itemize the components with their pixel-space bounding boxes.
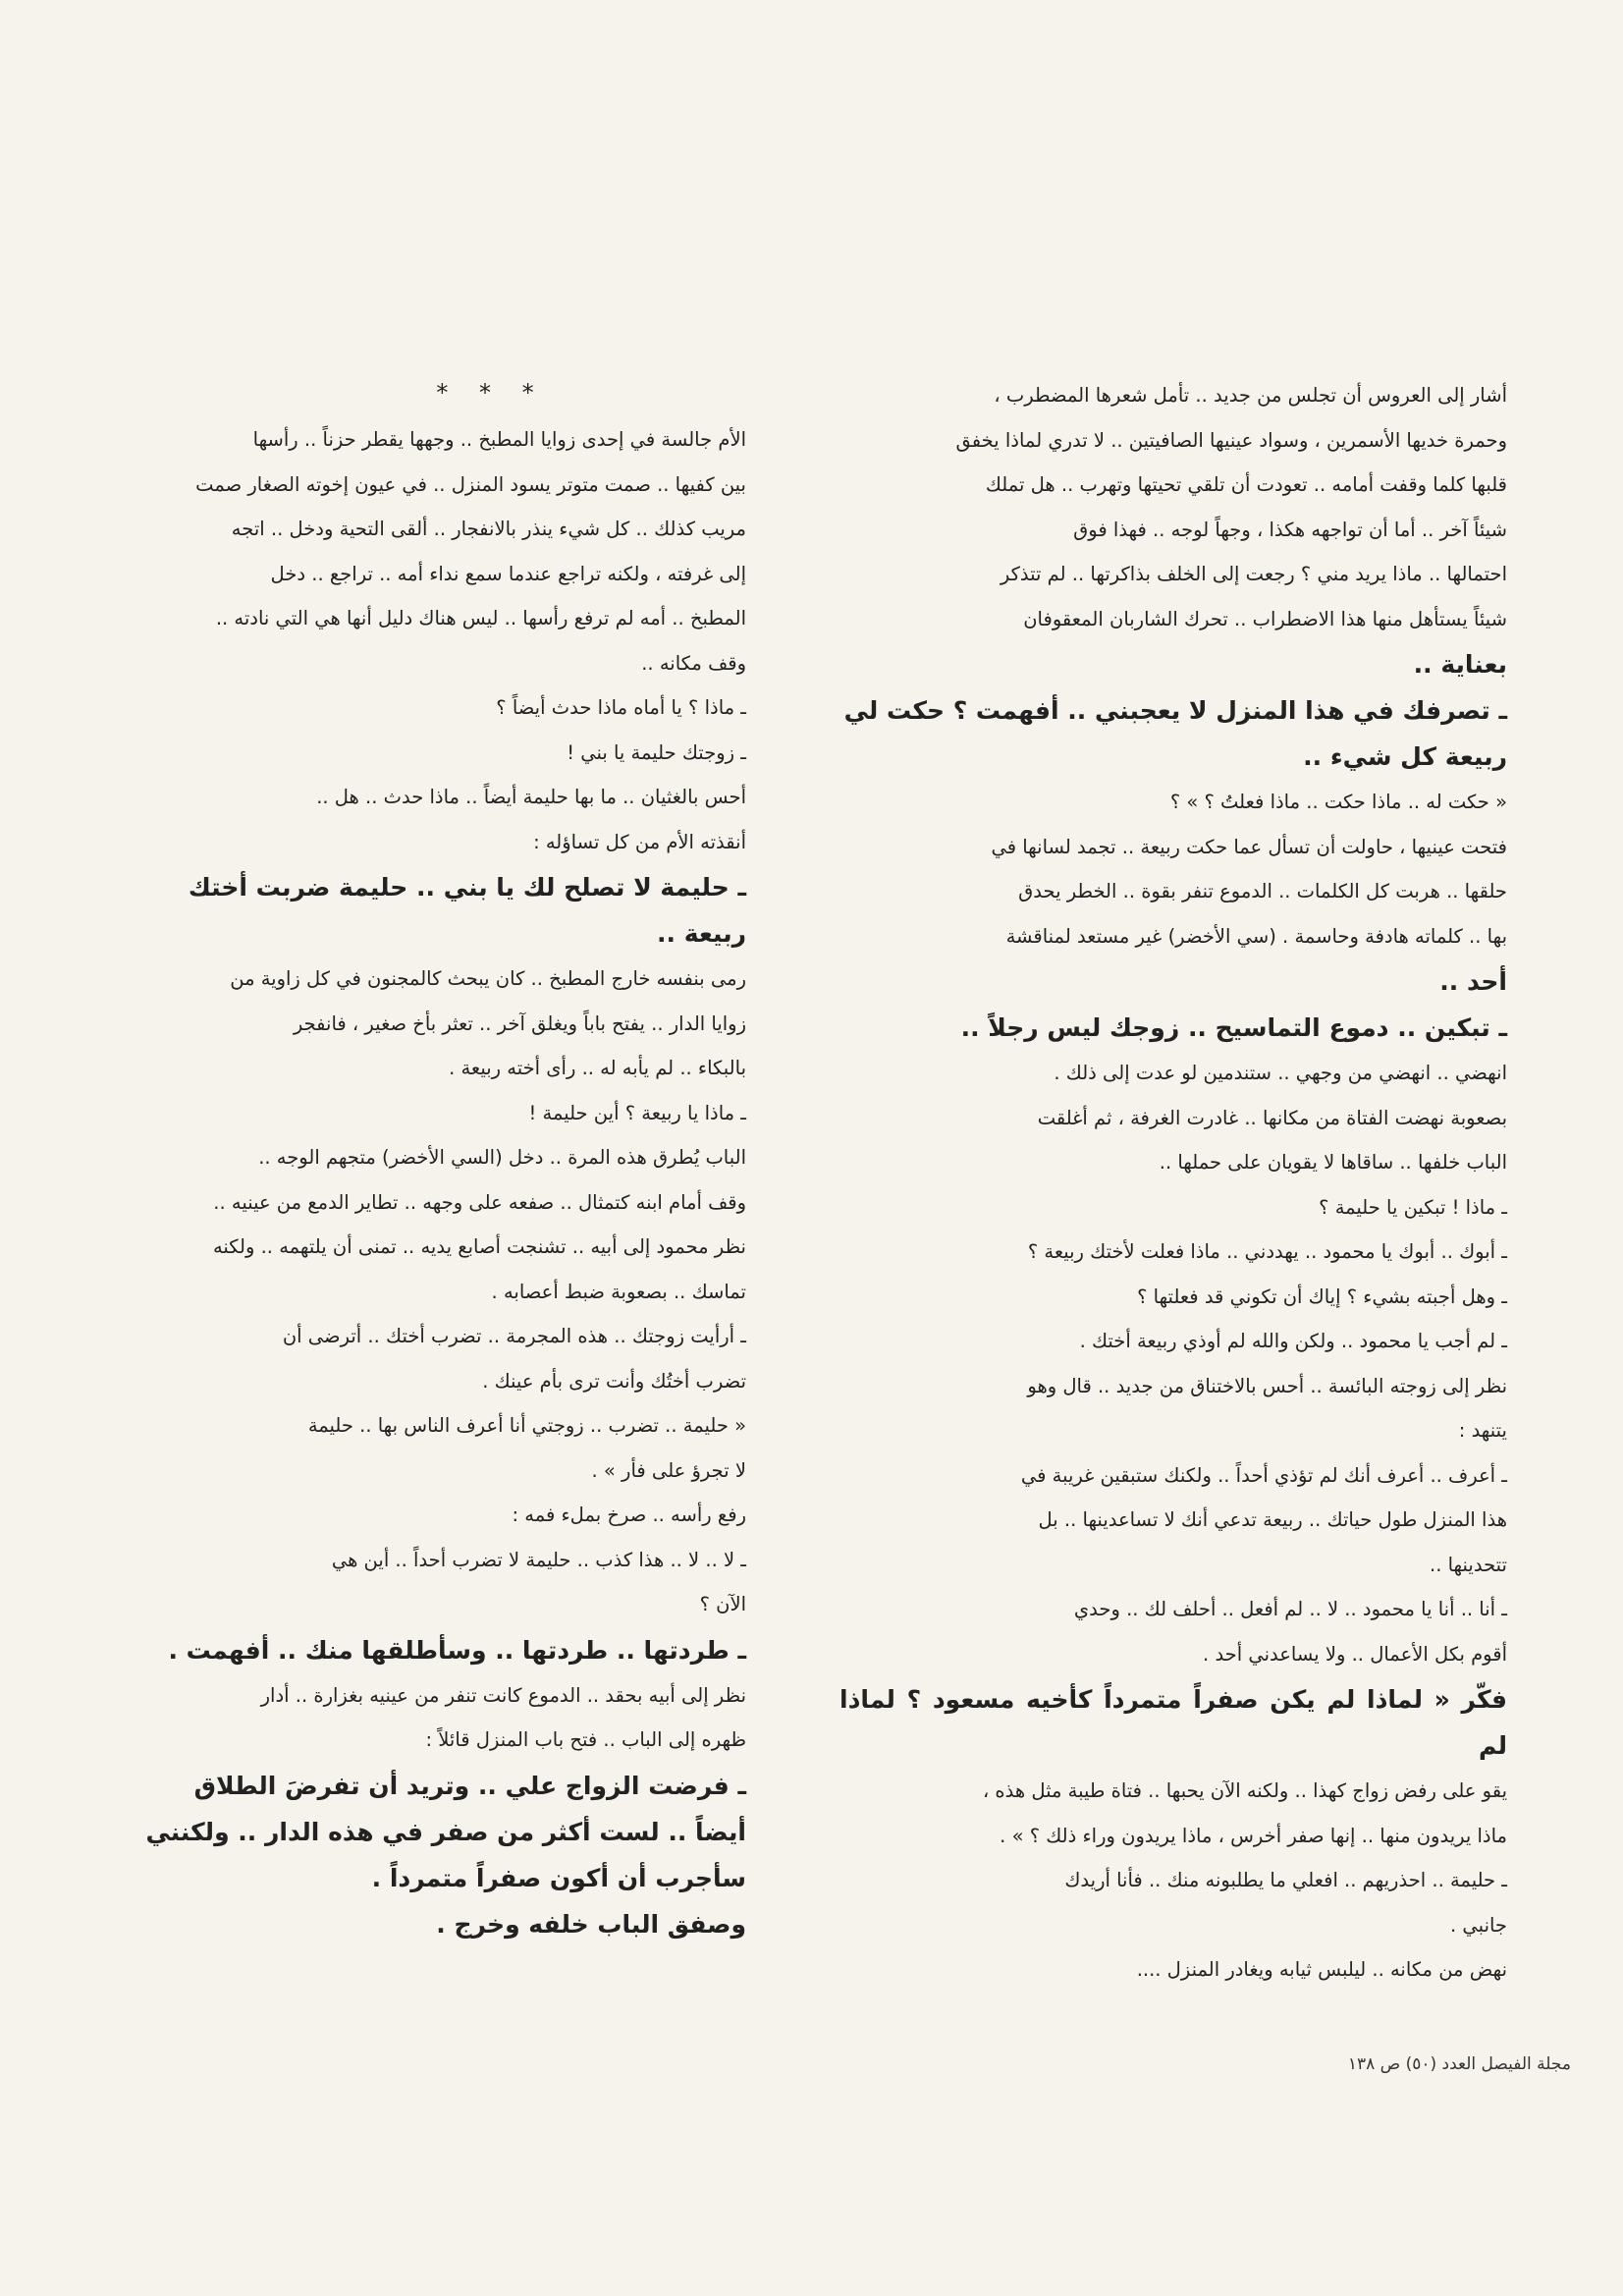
text-line: مريب كذلك .. كل شيء ينذر بالانفجار .. ألقى التحية ودخل .. اتجه: [231, 518, 746, 540]
text-line: وقف مكانه ..: [641, 651, 746, 675]
text-line: تضرب أختُك وأنت ترى بأم عينك .: [482, 1369, 746, 1393]
text-line: رفع رأسه .. صرخ بملء فمه :: [512, 1503, 746, 1526]
text-line: ـ تصرفك في هذا المنزل لا يعجبني .. أفهمت ؟ حكت لي: [843, 696, 1507, 725]
text-line: ـ ماذا يا ربيعة ؟ أين حليمة !: [528, 1101, 746, 1124]
text-line: ـ أعرف .. أعرف أنك لم تؤذي أحداً .. ولكنك ستبقين غريبة في: [1020, 1463, 1507, 1487]
text-line: ـ حليمة لا تصلح لك يا بني .. حليمة ضربت أختك: [188, 873, 746, 902]
text-line: أحد ..: [1439, 967, 1507, 996]
text-line: ـ زوجتك حليمة يا بني !: [567, 740, 746, 764]
text-line: بعناية ..: [1413, 650, 1507, 679]
text-line: أنقذته الأم من كل تساؤله :: [533, 830, 746, 853]
text-line: احتمالها .. ماذا يريد مني ؟ رجعت إلى الخلف بذاكرتها .. لم تتذكر: [1000, 563, 1507, 585]
text-line: ـ ماذا ؟ يا أماه ماذا حدث أيضاً ؟: [496, 696, 746, 719]
text-line: الباب يُطرق هذه المرة .. دخل (السي الأخضر) متجهم الوجه ..: [258, 1146, 746, 1169]
text-line: قلبها كلما وقفت أمامه .. تعودت أن تلقي تحيتها وتهرب .. هل تملك: [985, 473, 1507, 496]
text-line: نهض من مكانه .. ليلبس ثيابه ويغادر المنزل ....: [1136, 1958, 1507, 1981]
text-line: زوايا الدار .. يفتح باباً ويغلق آخر .. تعثر بأخ صغير ، فانفجر: [293, 1011, 746, 1035]
text-line: يتنهد :: [1458, 1419, 1507, 1442]
text-line: بالبكاء .. لم يأبه له .. رأى أخته ربيعة .: [449, 1057, 746, 1079]
text-line: تماسك .. بصعوبة ضبط أعصابه .: [491, 1280, 746, 1303]
text-line: ـ وهل أجبته بشيء ؟ إياك أن تكوني قد فعلتها ؟: [1137, 1285, 1507, 1308]
text-line: « حكت له .. ماذا حكت .. ماذا فعلتُ ؟ » ؟: [1169, 791, 1507, 813]
left-column: [79, 368, 746, 1947]
text-line: نظر إلى أبيه بحقد .. الدموع كانت تنفر من عينيه بغزارة .. أدار: [260, 1683, 746, 1707]
text-line: ـ حليمة .. احذريهم .. افعلي ما يطلبونه منك .. فأنا أريدك: [1064, 1869, 1507, 1891]
section-separator-stars: * * *: [436, 379, 546, 407]
text-line: يقو على رفض زواج كهذا .. ولكنه الآن يحبها .. فتاة طيبة مثل هذه ،: [982, 1779, 1507, 1802]
right-column: [839, 373, 1507, 1993]
text-line: شيئاً يستأهل منها هذا الاضطراب .. تحرك الشاربان المعقوفان: [1023, 607, 1507, 630]
text-line: أحس بالغثيان .. ما بها حليمة أيضاً .. ماذا حدث .. هل ..: [316, 786, 746, 808]
text-line: تتحدينها ..: [1430, 1553, 1507, 1576]
page-footer: مجلة الفيصل العدد (٥٠) ص ١٣٨: [1347, 2054, 1571, 2074]
text-line: أيضاً .. لست أكثر من صفر في هذه الدار .. ولكنني: [145, 1817, 746, 1846]
text-line: ـ لم أجب يا محمود .. ولكن والله لم أوذي ربيعة أختك .: [1079, 1330, 1507, 1352]
text-line: ربيعة كل شيء ..: [1303, 742, 1507, 771]
left-column-body: [79, 417, 746, 1947]
text-line: ماذا يريدون منها .. إنها صفر أخرس ، ماذا يريدون وراء ذلك ؟ » .: [1000, 1824, 1507, 1847]
text-line: بصعوبة نهضت الفتاة من مكانها .. غادرت الغرفة ، ثم أغلقت: [1037, 1106, 1507, 1129]
text-line: ـ أنا .. أنا يا محمود .. لا .. لم أفعل .. أحلف لك .. وحدي: [1073, 1598, 1507, 1620]
text-line: شيئاً آخر .. أما أن تواجهه هكذا ، وجهاً لوجه .. فهذا فوق: [1073, 518, 1507, 541]
text-line: ـ أبوك .. أبوك يا محمود .. يهددني .. ماذا فعلت لأختك ربيعة ؟: [1027, 1240, 1507, 1263]
text-line: بها .. كلماته هادفة وحاسمة . (سي الأخضر) غير مستعد لمناقشة: [1005, 924, 1507, 948]
text-line: انهضي .. انهضي من وجهي .. ستندمين لو عدت إلى ذلك .: [1054, 1062, 1507, 1084]
text-line: وحمرة خديها الأسمرين ، وسواد عينيها الصافيتين .. لا تدري لماذا يخفق: [955, 428, 1507, 452]
text-line: وصفق الباب خلفه وخرج .: [436, 1909, 746, 1939]
text-line: ـ ماذا ! تبكين يا حليمة ؟: [1319, 1195, 1507, 1219]
text-line: حلقها .. هربت كل الكلمات .. الدموع تنفر بقوة .. الخطر يحدق: [1018, 880, 1507, 902]
text-line: المطبخ .. أمه لم ترفع رأسها .. ليس هناك دليل أنها هي التي نادته ..: [215, 607, 746, 629]
text-line: رمى بنفسه خارج المطبخ .. كان يبحث كالمجنون في كل زاوية من: [230, 967, 746, 990]
text-line: سأجرب أن أكون صفراً متمرداً .: [371, 1863, 746, 1892]
text-line: فتحت عينيها ، حاولت أن تسأل عما حكت ربيعة .. تجمد لسانها في: [991, 835, 1507, 858]
text-line: نظر محمود إلى أبيه .. تشنجت أصابع يديه .. تمنى أن يلتهمه .. ولكنه: [212, 1235, 746, 1258]
text-line: أقوم بكل الأعمال .. ولا يساعدني أحد .: [1203, 1642, 1507, 1666]
text-line: هذا المنزل طول حياتك .. ربيعة تدعي أنك لا تساعدينها .. بل: [1038, 1508, 1507, 1531]
text-line: ـ لا .. لا .. هذا كذب .. حليمة لا تضرب أحداً .. أين هي: [331, 1548, 746, 1571]
text-line: نظر إلى زوجته البائسة .. أحس بالاختناق من جديد .. قال وهو: [1027, 1374, 1507, 1397]
text-line: لا تجرؤ على فأر » .: [591, 1458, 746, 1482]
text-line: وقف أمام ابنه كتمثال .. صفعه على وجهه .. تطاير الدمع من عينيه ..: [213, 1190, 746, 1214]
text-line: بين كفيها .. صمت متوتر يسود المنزل .. في عيون إخوته الصغار صمت: [195, 472, 746, 496]
text-line: إلى غرفته ، ولكنه تراجع عندما سمع نداء أمه .. تراجع .. دخل: [270, 562, 746, 585]
text-line: جانبي .: [1450, 1913, 1507, 1937]
text-line: ـ أرأيت زوجتك .. هذه المجرمة .. تضرب أختك .. أترضى أن: [282, 1325, 746, 1347]
text-line: ـ فرضت الزواج علي .. وتريد أن تفرضَ الطلاق: [193, 1771, 746, 1800]
text-line: « حليمة .. تضرب .. زوجتي أنا أعرف الناس بها .. حليمة: [307, 1414, 746, 1437]
text-line: ظهره إلى الباب .. فتح باب المنزل قائلاً :: [425, 1728, 746, 1751]
text-line: أشار إلى العروس أن تجلس من جديد .. تأمل شعرها المضطرب ،: [994, 384, 1507, 407]
text-line: الآن ؟: [699, 1593, 746, 1615]
text-line: ـ طردتها .. طردتها .. وسأطلقها منك .. أفهمت .: [168, 1635, 746, 1665]
text-line: الباب خلفها .. ساقاها لا يقويان على حملها ..: [1159, 1151, 1507, 1174]
text-line: ربيعة ..: [657, 919, 746, 948]
text-line: الأم جالسة في إحدى زوايا المطبخ .. وجهها يقطر حزناً .. رأسها: [252, 428, 746, 451]
text-line: ـ تبكين .. دموع التماسيح .. زوجك ليس رجلاً ..: [960, 1013, 1507, 1042]
text-line: فكّر « لماذا لم يكن صفراً متمرداً كأخيه مسعود ؟ لماذا لم: [839, 1685, 1507, 1760]
